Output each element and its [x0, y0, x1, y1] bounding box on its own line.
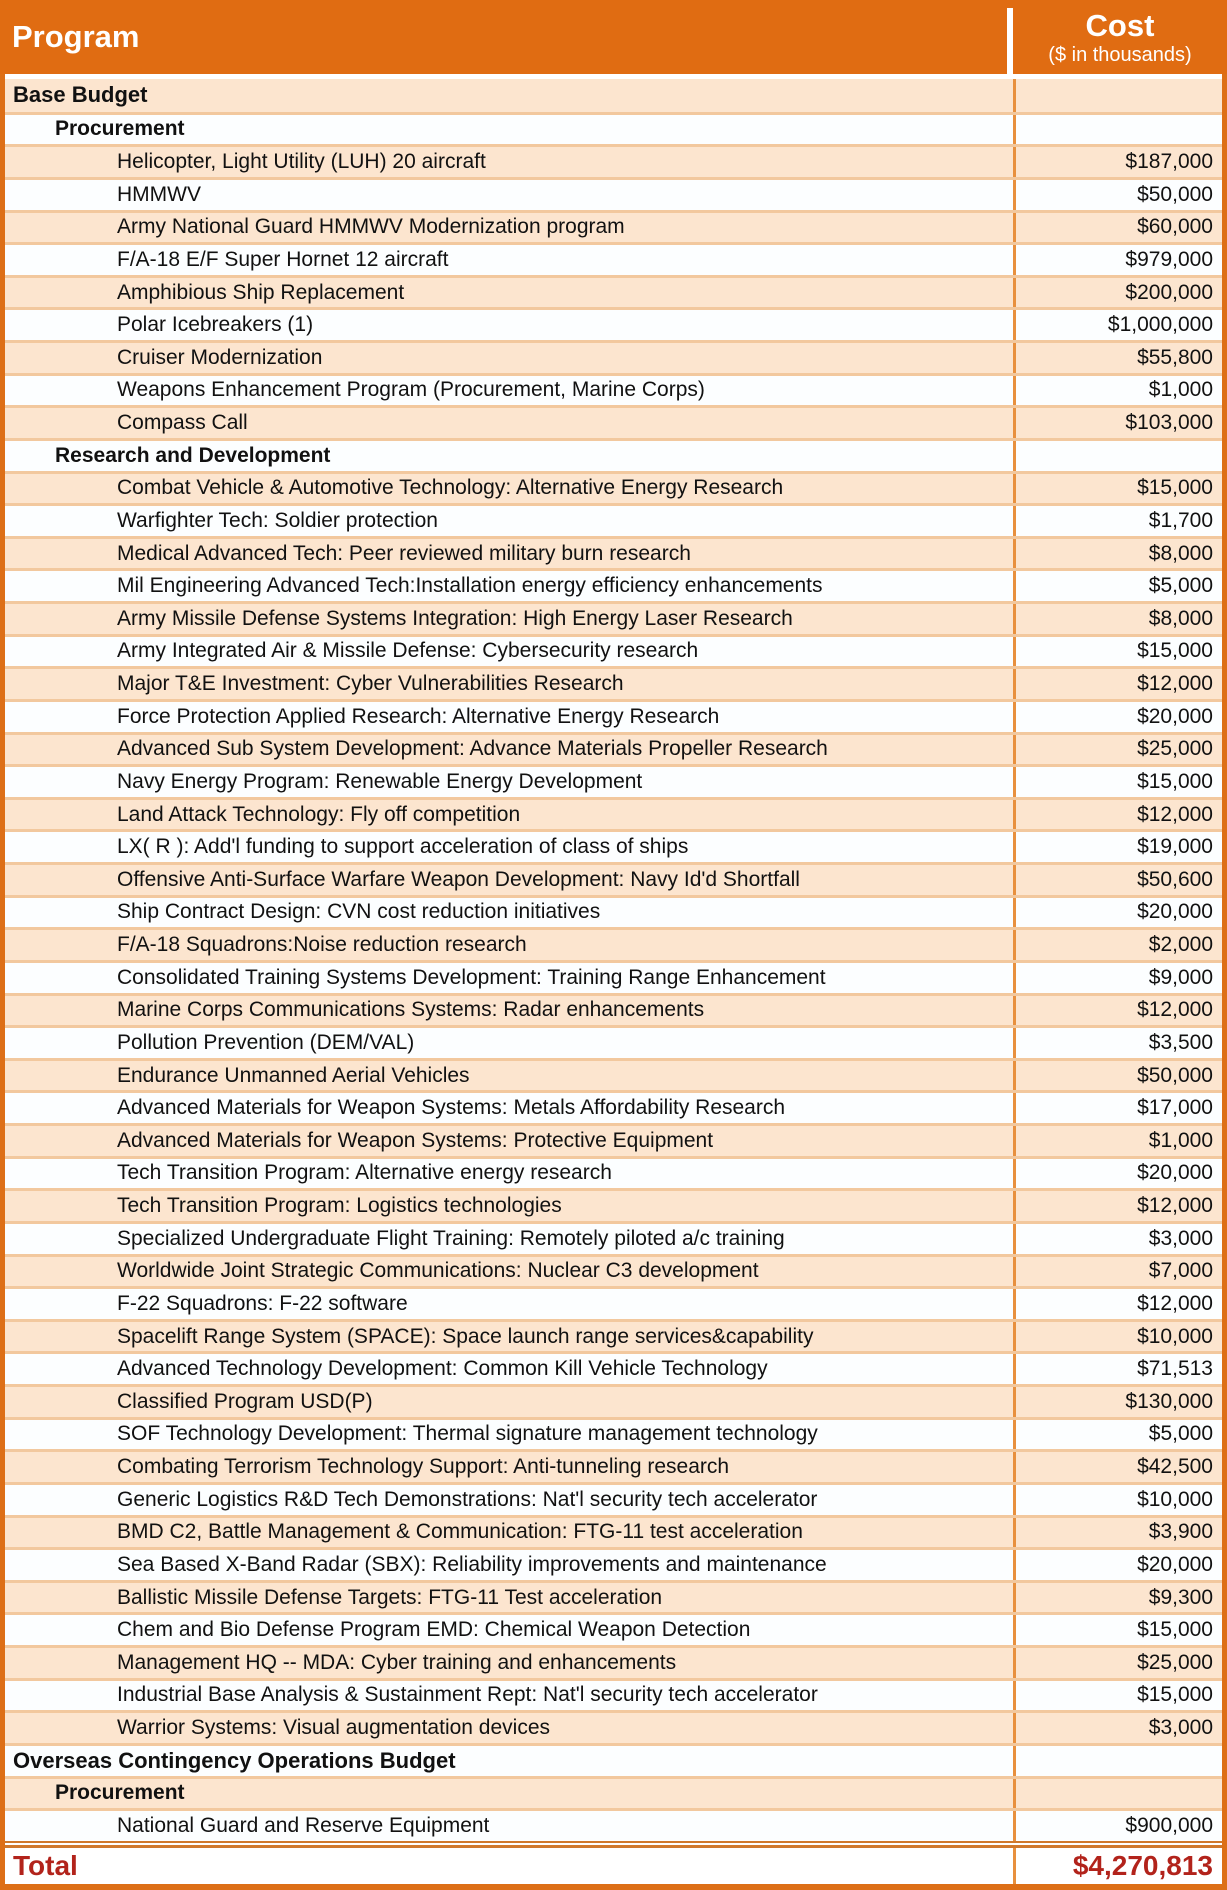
program-cell: Army Missile Defense Systems Integration: High Energy Laser Research — [117, 606, 793, 630]
program-cell: SOF Technology Development: Thermal signature management technology — [117, 1422, 818, 1446]
program-cell: Medical Advanced Tech: Peer reviewed military burn research — [117, 541, 691, 565]
program-cell: Overseas Contingency Operations Budget — [13, 1747, 456, 1773]
cost-cell: $5,000 — [1013, 1420, 1222, 1450]
table-row — [5, 144, 1222, 177]
program-cell: Advanced Sub System Development: Advance Materials Propeller Research — [117, 737, 828, 761]
program-cell: Army National Guard HMMWV Modernization program — [117, 215, 625, 239]
cost-cell: $2,000 — [1013, 930, 1222, 960]
table-row — [5, 1449, 1222, 1482]
cost-cell: $12,000 — [1013, 1289, 1222, 1319]
program-cell: Army Integrated Air & Missile Defense: Cybersecurity research — [117, 639, 699, 663]
cost-cell: $1,700 — [1013, 506, 1222, 536]
program-cell: Compass Call — [117, 411, 248, 435]
program-cell: Polar Icebreakers (1) — [117, 313, 314, 337]
table-row — [5, 1058, 1222, 1091]
program-cell: Base Budget — [13, 82, 148, 108]
table-row — [5, 1286, 1222, 1319]
program-cell: Procurement — [55, 1781, 185, 1805]
table-row — [5, 1515, 1222, 1548]
table-row — [5, 79, 1222, 112]
cost-cell: $19,000 — [1013, 832, 1222, 862]
cost-cell: $1,000 — [1013, 376, 1222, 406]
table-row — [5, 1254, 1222, 1287]
table-row — [5, 405, 1222, 438]
table-row — [5, 1547, 1222, 1580]
cost-cell: $5,000 — [1013, 571, 1222, 601]
cost-cell: $7,000 — [1013, 1257, 1222, 1287]
program-cell: Offensive Anti-Surface Warfare Weapon Development: Navy Id'd Shortfall — [117, 867, 800, 891]
program-cell: Classified Program USD(P) — [117, 1389, 373, 1413]
table-row — [5, 471, 1222, 504]
program-cell: Tech Transition Program: Logistics technologies — [117, 1194, 562, 1218]
program-cell: Warfighter Tech: Soldier protection — [117, 508, 438, 532]
total-cost-value: $4,270,813 — [1013, 1848, 1222, 1884]
cost-cell — [1013, 79, 1222, 112]
program-cell: Mil Engineering Advanced Tech:Installation energy efficiency enhancements — [117, 574, 823, 598]
cost-cell: $1,000,000 — [1013, 310, 1222, 340]
program-cell: Chem and Bio Defense Program EMD: Chemical Weapon Detection — [117, 1618, 751, 1642]
table-body — [5, 79, 1222, 1841]
table-row — [5, 1025, 1222, 1058]
cost-cell: $1,000 — [1013, 1126, 1222, 1156]
program-cell: Ship Contract Design: CVN cost reduction initiatives — [117, 900, 601, 924]
cost-cell: $10,000 — [1013, 1322, 1222, 1352]
cost-cell — [1013, 1746, 1222, 1776]
cost-cell: $25,000 — [1013, 735, 1222, 765]
table-row — [5, 242, 1222, 275]
cost-cell: $15,000 — [1013, 767, 1222, 797]
table-row — [5, 1319, 1222, 1352]
cost-cell: $8,000 — [1013, 604, 1222, 634]
table-row — [5, 666, 1222, 699]
program-cell: F/A-18 E/F Super Hornet 12 aircraft — [117, 247, 449, 271]
total-row — [5, 1848, 1222, 1884]
table-row — [5, 764, 1222, 797]
cost-cell: $900,000 — [1013, 1811, 1222, 1841]
program-cell: Land Attack Technology: Fly off competition — [117, 802, 521, 826]
program-cell: Warrior Systems: Visual augmentation devices — [117, 1716, 551, 1740]
cost-cell: $55,800 — [1013, 343, 1222, 373]
cost-cell: $15,000 — [1013, 1681, 1222, 1711]
cost-cell: $12,000 — [1013, 800, 1222, 830]
program-cell: Force Protection Applied Research: Alternative Energy Research — [117, 704, 720, 728]
cost-cell: $3,000 — [1013, 1224, 1222, 1254]
cost-column-header — [1013, 0, 1227, 74]
cost-cell: $187,000 — [1013, 147, 1222, 177]
cost-cell: $50,000 — [1013, 180, 1222, 210]
table-row — [5, 993, 1222, 1026]
cost-cell: $15,000 — [1013, 1615, 1222, 1645]
table-row — [5, 1090, 1222, 1123]
program-cell: Combating Terrorism Technology Support: Anti-tunneling research — [117, 1455, 730, 1479]
table-row — [5, 1384, 1222, 1417]
table-row — [5, 438, 1222, 471]
table-row — [5, 536, 1222, 569]
table-row — [5, 1612, 1222, 1645]
cost-cell — [1013, 441, 1222, 471]
cost-cell: $10,000 — [1013, 1485, 1222, 1515]
program-cell: Advanced Technology Development: Common Kill Vehicle Technology — [117, 1357, 768, 1381]
cost-cell: $12,000 — [1013, 1191, 1222, 1221]
cost-cell: $17,000 — [1013, 1093, 1222, 1123]
table-row — [5, 1743, 1222, 1776]
program-cell: Endurance Unmanned Aerial Vehicles — [117, 1063, 470, 1087]
program-cell: Generic Logistics R&D Tech Demonstrations: Nat'l security tech accelerator — [117, 1487, 818, 1511]
table-row — [5, 895, 1222, 928]
table-row — [5, 862, 1222, 895]
table-row — [5, 1710, 1222, 1743]
table-row — [5, 960, 1222, 993]
cost-cell: $20,000 — [1013, 1550, 1222, 1580]
program-cell: Research and Development — [55, 443, 331, 467]
table-row — [5, 307, 1222, 340]
cost-cell: $20,000 — [1013, 1159, 1222, 1189]
cost-cell: $60,000 — [1013, 213, 1222, 243]
cost-column-subtitle: ($ in thousands) — [1048, 44, 1192, 66]
table-row — [5, 1808, 1222, 1841]
program-cell: Cruiser Modernization — [117, 345, 323, 369]
program-cell: Industrial Base Analysis & Sustainment Rept: Nat'l security tech accelerator — [117, 1683, 818, 1707]
program-cell: Consolidated Training Systems Development: Training Range Enhancement — [117, 965, 826, 989]
table-header — [0, 0, 1227, 74]
table-row — [5, 112, 1222, 145]
table-row — [5, 1221, 1222, 1254]
table-row — [5, 1678, 1222, 1711]
program-cell: Ballistic Missile Defense Targets: FTG-11 Test acceleration — [117, 1585, 663, 1609]
program-cell: Major T&E Investment: Cyber Vulnerabilities Research — [117, 672, 624, 696]
table-row — [5, 732, 1222, 765]
program-cell: HMMWV — [117, 182, 201, 206]
cost-cell: $979,000 — [1013, 245, 1222, 275]
program-cell: F-22 Squadrons: F-22 software — [117, 1291, 408, 1315]
table-row — [5, 1417, 1222, 1450]
program-cell: Advanced Materials for Weapon Systems: Metals Affordability Research — [117, 1096, 786, 1120]
cost-cell: $12,000 — [1013, 669, 1222, 699]
cost-cell: $20,000 — [1013, 898, 1222, 928]
cost-cell: $3,900 — [1013, 1518, 1222, 1548]
table-row — [5, 373, 1222, 406]
table-row — [5, 1645, 1222, 1678]
program-cell: Spacelift Range System (SPACE): Space launch range services&capability — [117, 1324, 814, 1348]
cost-cell: $200,000 — [1013, 278, 1222, 308]
program-cell: Amphibious Ship Replacement — [117, 280, 405, 304]
table-row — [5, 634, 1222, 667]
cost-cell: $42,500 — [1013, 1452, 1222, 1482]
program-cell: F/A-18 Squadrons:Noise reduction research — [117, 933, 527, 957]
cost-cell: $3,000 — [1013, 1713, 1222, 1743]
table-row — [5, 177, 1222, 210]
cost-cell — [1013, 1779, 1222, 1809]
cost-cell: $15,000 — [1013, 637, 1222, 667]
table-row — [5, 1188, 1222, 1221]
total-label: Total — [13, 1849, 78, 1881]
table-row — [5, 1776, 1222, 1809]
program-cell: Helicopter, Light Utility (LUH) 20 aircraft — [117, 150, 486, 174]
cost-cell: $130,000 — [1013, 1387, 1222, 1417]
cost-cell: $9,000 — [1013, 963, 1222, 993]
table-row — [5, 829, 1222, 862]
table-row — [5, 927, 1222, 960]
program-cell: Weapons Enhancement Program (Procurement, Marine Corps) — [117, 378, 705, 402]
program-cell: Navy Energy Program: Renewable Energy Development — [117, 769, 643, 793]
cost-cell: $8,000 — [1013, 539, 1222, 569]
cost-cell: $71,513 — [1013, 1354, 1222, 1384]
table-row — [5, 797, 1222, 830]
program-cell: Sea Based X-Band Radar (SBX): Reliability improvements and maintenance — [117, 1552, 827, 1576]
cost-cell: $50,000 — [1013, 1061, 1222, 1091]
program-cell: Worldwide Joint Strategic Communications: Nuclear C3 development — [117, 1259, 759, 1283]
total-separator — [5, 1841, 1222, 1848]
cost-cell: $50,600 — [1013, 865, 1222, 895]
table-row — [5, 1580, 1222, 1613]
program-cell: Procurement — [55, 117, 185, 141]
table-row — [5, 1482, 1222, 1515]
table-row — [5, 210, 1222, 243]
table-row — [5, 340, 1222, 373]
cost-cell: $12,000 — [1013, 996, 1222, 1026]
program-cell: Marine Corps Communications Systems: Radar enhancements — [117, 998, 705, 1022]
program-cell: LX( R ): Add'l funding to support acceleration of class of ships — [117, 835, 689, 859]
program-cell: Management HQ -- MDA: Cyber training and enhancements — [117, 1650, 677, 1674]
cost-cell: $20,000 — [1013, 702, 1222, 732]
table-row — [5, 699, 1222, 732]
program-cell: Specialized Undergraduate Flight Training: Remotely piloted a/c training — [117, 1226, 785, 1250]
cost-cell: $103,000 — [1013, 408, 1222, 438]
program-cell: National Guard and Reserve Equipment — [117, 1813, 490, 1837]
program-cell: Advanced Materials for Weapon Systems: Protective Equipment — [117, 1128, 714, 1152]
table-row — [5, 1156, 1222, 1189]
cost-cell: $25,000 — [1013, 1648, 1222, 1678]
cost-cell: $3,500 — [1013, 1028, 1222, 1058]
cost-column-title: Cost — [1085, 8, 1155, 43]
table-row — [5, 275, 1222, 308]
cost-cell: $15,000 — [1013, 474, 1222, 504]
program-cell: BMD C2, Battle Management & Communication: FTG-11 test acceleration — [117, 1520, 803, 1544]
table-row — [5, 1351, 1222, 1384]
table-row — [5, 1123, 1222, 1156]
cost-cell: $9,300 — [1013, 1583, 1222, 1613]
table-row — [5, 601, 1222, 634]
table-row — [5, 503, 1222, 536]
program-column-header: Program — [12, 19, 140, 54]
program-cell: Tech Transition Program: Alternative energy research — [117, 1161, 612, 1185]
program-cell: Pollution Prevention (DEM/VAL) — [117, 1030, 415, 1054]
cost-cell — [1013, 115, 1222, 145]
program-cell: Combat Vehicle & Automotive Technology: Alternative Energy Research — [117, 476, 784, 500]
table-row — [5, 568, 1222, 601]
